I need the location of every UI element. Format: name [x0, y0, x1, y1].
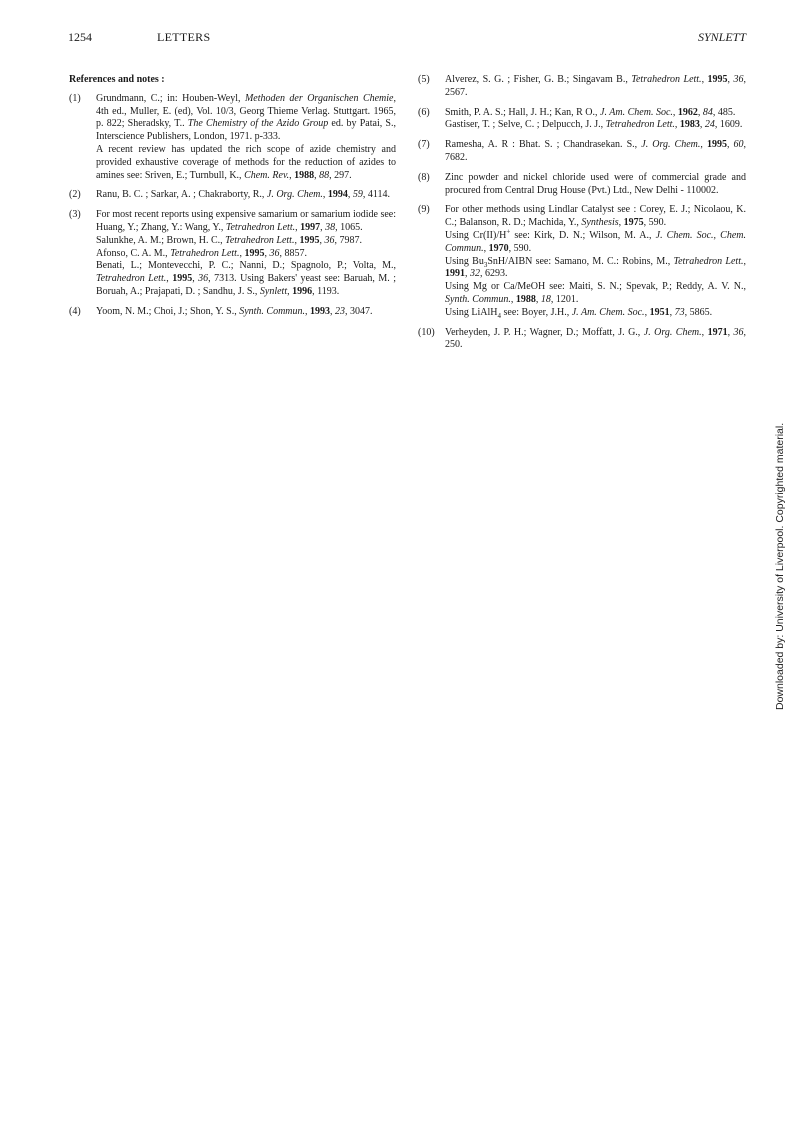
reference-number: (6)	[418, 106, 430, 118]
reference-text: Verheyden, J. P. H.; Wagner, D.; Moffatt, J. G., J. Org. Chem., 1971, 36, 250.	[445, 326, 747, 351]
reference-6	[418, 107, 746, 133]
download-watermark	[773, 400, 788, 710]
reference-text: Ranu, B. C. ; Sarkar, A. ; Chakraborty, R., J. Org. Chem., 1994, 59, 4114.	[96, 189, 391, 201]
reference-10	[418, 327, 746, 353]
reference-number: (9)	[418, 204, 430, 216]
reference-8	[418, 172, 746, 198]
reference-text: For most recent reports using expensive samarium or samarium iodide see: Huang, Y.; Zhang, Y.: Wang, Y., Tetrahedron Lett., 1997, 38, 1065.	[96, 209, 396, 233]
reference-text: Zinc powder and nickel chloride used were of commercial grade and procured from Central Drug House (Pvt.) Ltd., New Delhi - 110002.	[445, 171, 746, 196]
references-heading: References and notes :	[69, 74, 165, 85]
reference-text: Using Cr(II)/H+ see: Kirk, D. N.; Wilson, M. A., J. Chem. Soc., Chem. Commun., 1970, 590.	[445, 227, 746, 254]
reference-number: (1)	[69, 92, 81, 104]
reference-text: Ramesha, A. R : Bhat. S. ; Chandrasekan. S., J. Org. Chem., 1995, 60, 7682.	[445, 139, 747, 163]
right-column	[418, 74, 746, 359]
reference-3	[69, 209, 396, 299]
left-column	[69, 74, 396, 326]
reference-9	[418, 204, 746, 319]
reference-4	[69, 306, 396, 319]
reference-number: (5)	[418, 74, 430, 85]
reference-text: Using LiAlH$_4$ see: Boyer, J.H., J. Am. Chem. Soc., 1951, 73, 5865.	[445, 306, 713, 320]
reference-text: Alverez, S. G. ; Fisher, G. B.; Singavam B., Tetrahedron Lett., 1995, 36, 2567.	[445, 74, 746, 98]
reference-text: Afonso, C. A. M., Tetrahedron Lett., 1995, 36, 8857.	[96, 247, 307, 259]
running-header	[0, 30, 793, 46]
reference-number: (4)	[69, 305, 81, 317]
reference-number: (2)	[69, 189, 81, 201]
reference-2	[69, 189, 396, 202]
reference-number: (8)	[418, 171, 430, 183]
reference-text: For other methods using Lindlar Catalyst see : Corey, E. J.; Nicolaou, K. C.; Balanson, R. D.; Machida, Y., Synthesis, 1975, 590.	[445, 204, 746, 229]
reference-text: A recent review has updated the rich scope of azide chemistry and provided exhaustive coverage of methods for the reduction of azides to amines see: Sriven, E.; Turnbull, K., Chem. Rev., 1988, 88, 297.	[96, 143, 396, 181]
reference-text: Yoom, N. M.; Choi, J.; Shon, Y. S., Synth. Commun., 1993, 23, 3047.	[96, 305, 373, 317]
reference-number: (10)	[418, 326, 435, 338]
journal-name: SYNLETT	[697, 30, 746, 44]
download-notice: Downloaded by: University of Liverpool. Copyrighted material.	[774, 422, 786, 710]
reference-text: Smith, P. A. S.; Hall, J. H.; Kan, R O., J. Am. Chem. Soc., 1962, 84, 485.	[445, 106, 736, 118]
reference-5	[418, 74, 746, 100]
reference-number: (3)	[69, 209, 81, 221]
reference-text: Using $Bu_3SnH$/AIBN see: Samano, M. C.: Robins, M., Tetrahedron Lett., 1991, 32, 6293.	[445, 255, 746, 280]
reference-text: Benati, L.; Montevecchi, P. C.; Nanni, D.; Spagnolo, P.; Volta, M., Tetrahedron Lett., 1995, 36, 7313. Using Bakers' yeast see: Baruah, M. ; Boruah, A.; Prajapati, D. ; Sandhu, J. S., Synlett, 1996, 1193.	[96, 260, 396, 297]
reference-1	[69, 93, 396, 183]
section-title: LETTERS	[157, 30, 211, 44]
reference-number: (7)	[418, 139, 430, 151]
reference-text: Salunkhe, A. M.; Brown, H. C., Tetrahedron Lett., 1995, 36, 7987.	[96, 234, 362, 246]
page-number: 1254	[68, 30, 92, 44]
reference-text: Using Mg or Ca/MeOH see: Maiti, S. N.; Spevak, P.; Reddy, A. V. N., Synth. Commun., 1988, 18, 1201.	[445, 281, 746, 305]
reference-7	[418, 139, 746, 165]
reference-text: Grundmann, C.; in: Houben-Weyl, Methoden der Organischen Chemie, 4th ed., Muller, E. (ed), Vol. 10/3, Georg Thieme Verlag. Stuttgart. 1965, p. 822; Sheradsky, T.. The Chemistry of the Azido Group ed. by Patai, S., Interscience Publishers, London, 1971. p-333.	[96, 92, 396, 143]
reference-text: Gastiser, T. ; Selve, C. ; Delpucch, J. J., Tetrahedron Lett., 1983, 24, 1609.	[445, 119, 743, 131]
